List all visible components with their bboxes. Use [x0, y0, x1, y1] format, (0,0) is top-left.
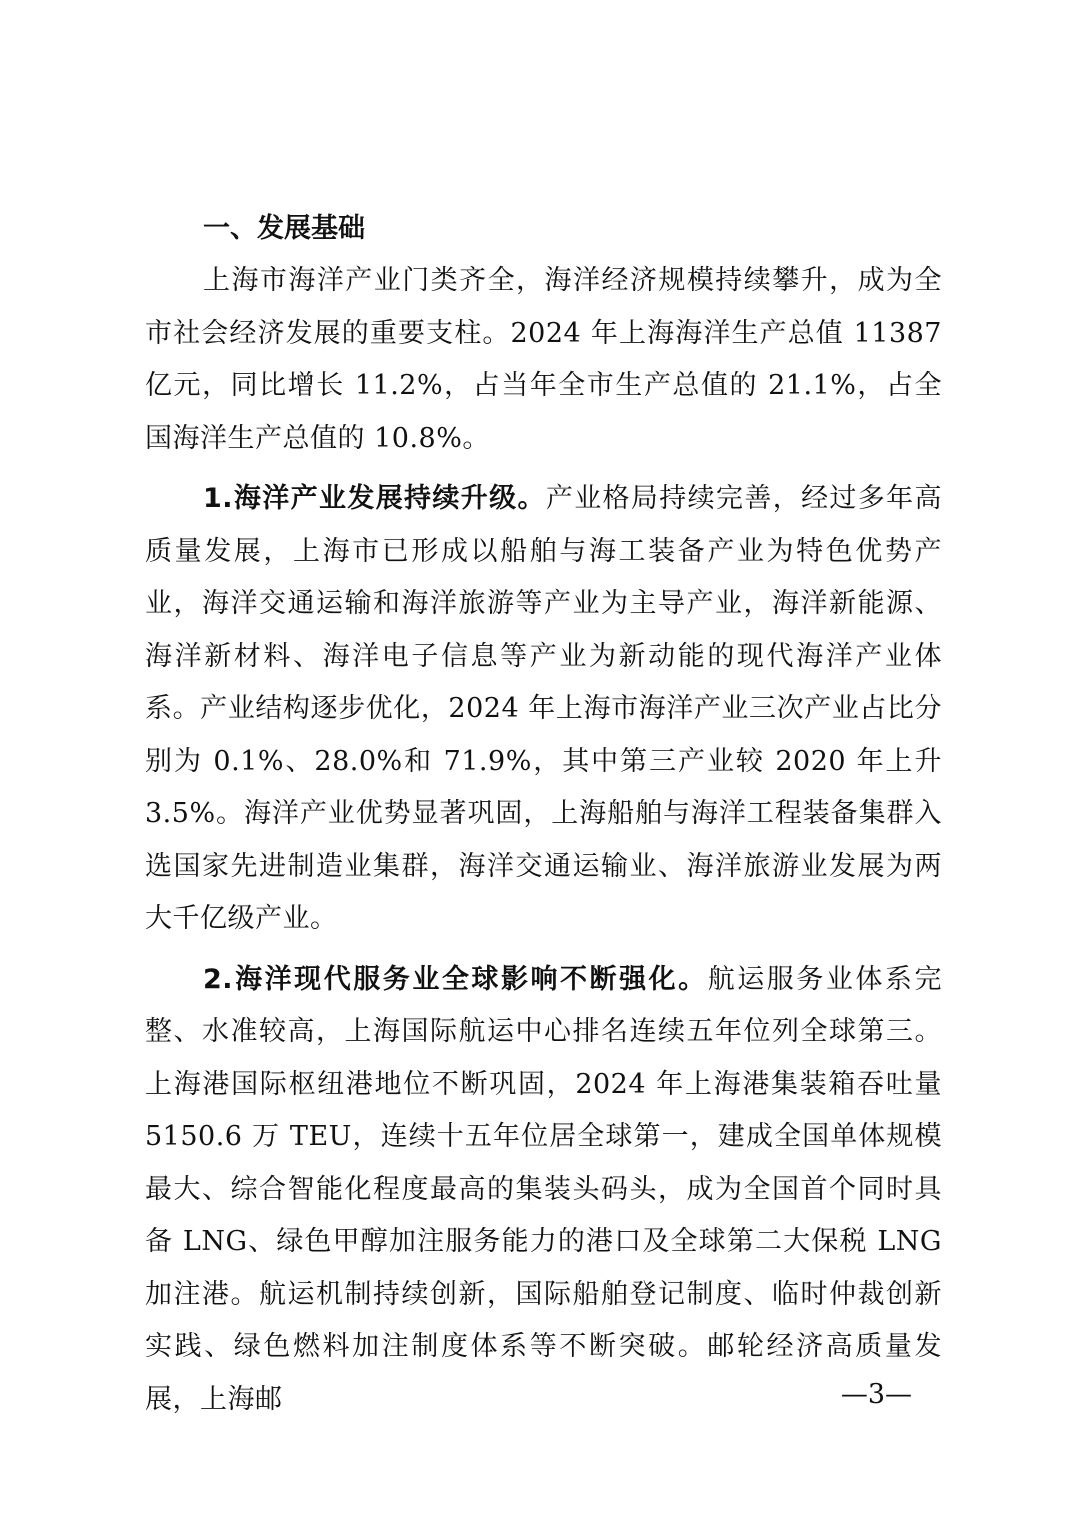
- intro-paragraph: 上海市海洋产业门类齐全，海洋经济规模持续攀升，成为全市社会经济发展的重要支柱。2024 年上海海洋生产总值 11387 亿元，同比增长 11.2%，占当年全市生产总值的 21.1%，占全国海洋生产总值的 10.8%。: [145, 265, 942, 454]
- paragraph-lead: 1.海洋产业发展持续升级。: [203, 483, 546, 514]
- section-heading: 一、发展基础: [203, 213, 365, 244]
- page-number: —3—: [840, 1379, 912, 1410]
- paragraph-body: 产业格局持续完善，经过多年高质量发展，上海市已形成以船舶与海工装备产业为特色优势产业，海洋交通运输和海洋旅游等产业为主导产业，海洋新能源、海洋新材料、海洋电子信息等产业为新动能的现代海洋产业体系。产业结构逐步优化，2024 年上海市海洋产业三次产业占比分别为 0.1%、28.0%和 71.9%，其中第三产业较 2020 年上升 3.5%。海洋产业优势显著巩固，上海船舶与海洋工程装备集群入选国家先进制造业集群，海洋交通运输业、海洋旅游业发展为两大千亿级产业。: [145, 483, 942, 934]
- paragraph-modern-services: [145, 954, 942, 1427]
- document-body: [145, 203, 942, 1426]
- paragraph-body: 航运服务业体系完整、水准较高，上海国际航运中心排名连续五年位列全球第三。上海港国际枢纽港地位不断巩固，2024 年上海港集装箱吞吐量 5150.6 万 TEU，连续十五年位居全球第一，建成全国单体规模最大、综合智能化程度最高的集装头码头，成为全国首个同时具备 LNG、绿色甲醇加注服务能力的港口及全球第二大保税 LNG 加注港。航运机制持续创新，国际船舶登记制度、临时仲裁创新实践、绿色燃料加注制度体系等不断突破。邮轮经济高质量发展，上海邮: [145, 963, 942, 1415]
- paragraph-industry-upgrade: [145, 473, 942, 946]
- paragraph-lead: 2.海洋现代服务业全球影响不断强化。: [203, 963, 708, 995]
